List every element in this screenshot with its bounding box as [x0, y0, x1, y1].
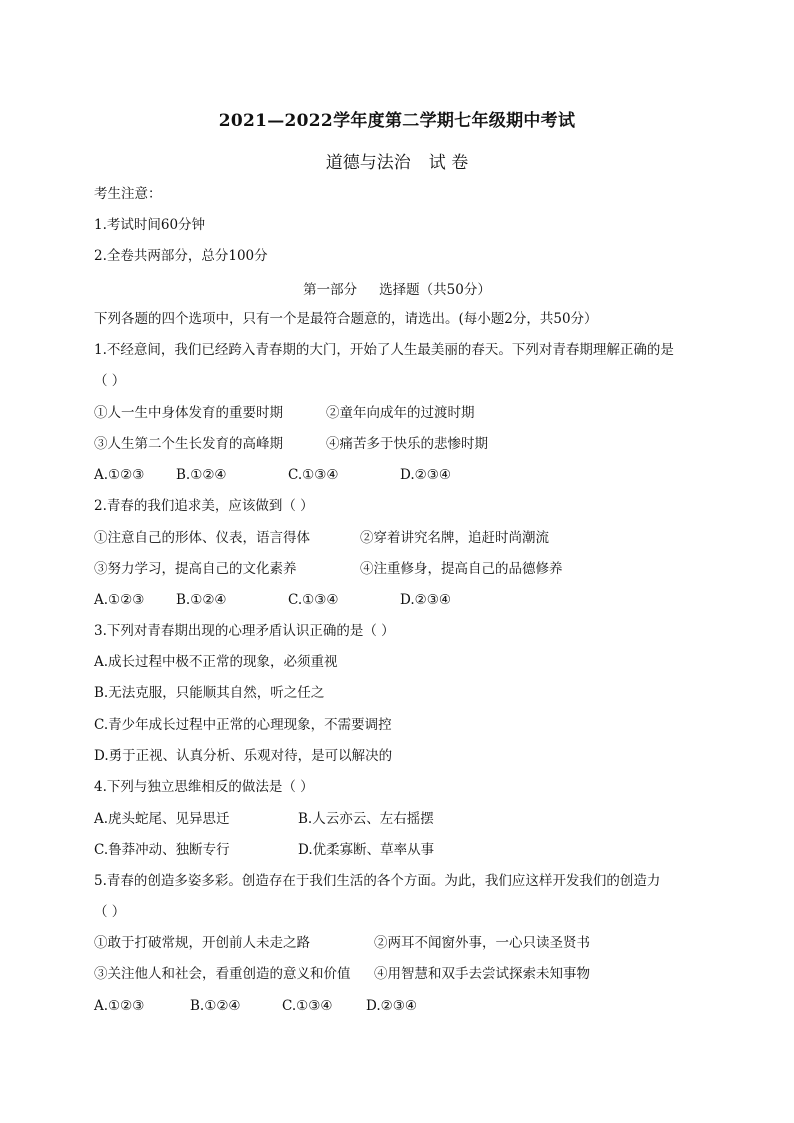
question-stem: 5.青春的创造多姿多彩。创造存在于我们生活的各个方面。为此，我们应这样开发我们的创造力 — [94, 873, 661, 889]
notice-item: 2.全卷共两部分，总分100分 — [94, 248, 268, 264]
statement: ②童年向成年的过渡时期 — [326, 405, 475, 421]
section-heading — [0, 278, 794, 298]
question-stem: 3.下列对青春期出现的心理矛盾认识正确的是（ ） — [94, 623, 395, 639]
statement-row — [94, 529, 549, 547]
statement: ④用智慧和双手去尝试探索未知事物 — [374, 966, 590, 982]
notice-item: 1.考试时间60分钟 — [94, 217, 206, 233]
statement: ③努力学习，提高自己的文化素养 — [94, 561, 297, 577]
statement-row — [94, 404, 475, 422]
answer-option: A.①②③ — [94, 998, 145, 1014]
answer-option: D.②③④ — [400, 467, 451, 483]
statement: ④注重修身，提高自己的品德修养 — [360, 561, 563, 577]
answer-option: C.①③④ — [288, 592, 339, 608]
notice-heading: 考生注意： — [94, 186, 162, 202]
answer-option: C.①③④ — [288, 467, 339, 483]
section-title: 选择题（共50分） — [379, 282, 491, 298]
subject-name: 道德与法治 — [325, 153, 411, 173]
statement: ②两耳不闻窗外事，一心只读圣贤书 — [374, 935, 590, 951]
choice: D.勇于正视、认真分析、乐观对待，是可以解决的 — [94, 748, 393, 764]
statement-row — [94, 934, 590, 952]
answer-option: B.①②④ — [190, 998, 241, 1014]
section-instruction: 下列各题的四个选项中，只有一个是最符合题意的，请选出。(每小题2分，共50分） — [94, 311, 598, 327]
statement: ②穿着讲究名牌，追赶时尚潮流 — [360, 530, 549, 546]
option-row — [94, 997, 417, 1015]
statement-row — [94, 965, 590, 983]
statement-row — [94, 560, 563, 578]
question-stem-cont: （ ） — [94, 904, 126, 920]
paper-type: 试 卷 — [428, 153, 469, 173]
statement: ③人生第二个生长发育的高峰期 — [94, 436, 283, 452]
choice: A.成长过程中极不正常的现象，必须重视 — [94, 654, 338, 670]
question-stem: 4.下列与独立思维相反的做法是（ ） — [94, 779, 314, 795]
answer-option: C.①③④ — [282, 998, 333, 1014]
choice: B.无法克服，只能顺其自然，听之任之 — [94, 685, 325, 701]
option-row — [94, 591, 451, 609]
choice: C.鲁莽冲动、独断专行 — [94, 842, 230, 858]
option-row — [94, 466, 451, 484]
section-name: 第一部分 — [303, 282, 358, 298]
choice-row — [94, 810, 434, 828]
statement: ③关注他人和社会，看重创造的意义和价值 — [94, 966, 351, 982]
question-stem-cont: （ ） — [94, 373, 126, 389]
statement: ①注意自己的形体、仪表，语言得体 — [94, 530, 310, 546]
choice: D.优柔寡断、草率从事 — [298, 842, 435, 858]
answer-option: D.②③④ — [366, 998, 417, 1014]
question-stem: 2.青春的我们追求美，应该做到（ ） — [94, 498, 314, 514]
answer-option: B.①②④ — [176, 592, 227, 608]
statement-row — [94, 435, 488, 453]
exam-subtitle — [0, 148, 794, 173]
statement: ①敢于打破常规，开创前人未走之路 — [94, 935, 310, 951]
choice: C.青少年成长过程中正常的心理现象，不需要调控 — [94, 717, 392, 733]
statement: ④痛苦多于快乐的悲惨时期 — [326, 436, 488, 452]
answer-option: A.①②③ — [94, 467, 145, 483]
choice: B.人云亦云、左右摇摆 — [298, 811, 434, 827]
answer-option: B.①②④ — [176, 467, 227, 483]
exam-title: 2021—2022学年度第二学期七年级期中考试 — [218, 111, 576, 131]
statement: ①人一生中身体发育的重要时期 — [94, 405, 283, 421]
question-stem: 1.不经意间，我们已经跨入青春期的大门，开始了人生最美丽的春天。下列对青春期理解正确的是 — [94, 342, 674, 358]
answer-option: A.①②③ — [94, 592, 145, 608]
choice-row — [94, 841, 434, 859]
answer-option: D.②③④ — [400, 592, 451, 608]
choice: A.虎头蛇尾、见异思迁 — [94, 811, 230, 827]
